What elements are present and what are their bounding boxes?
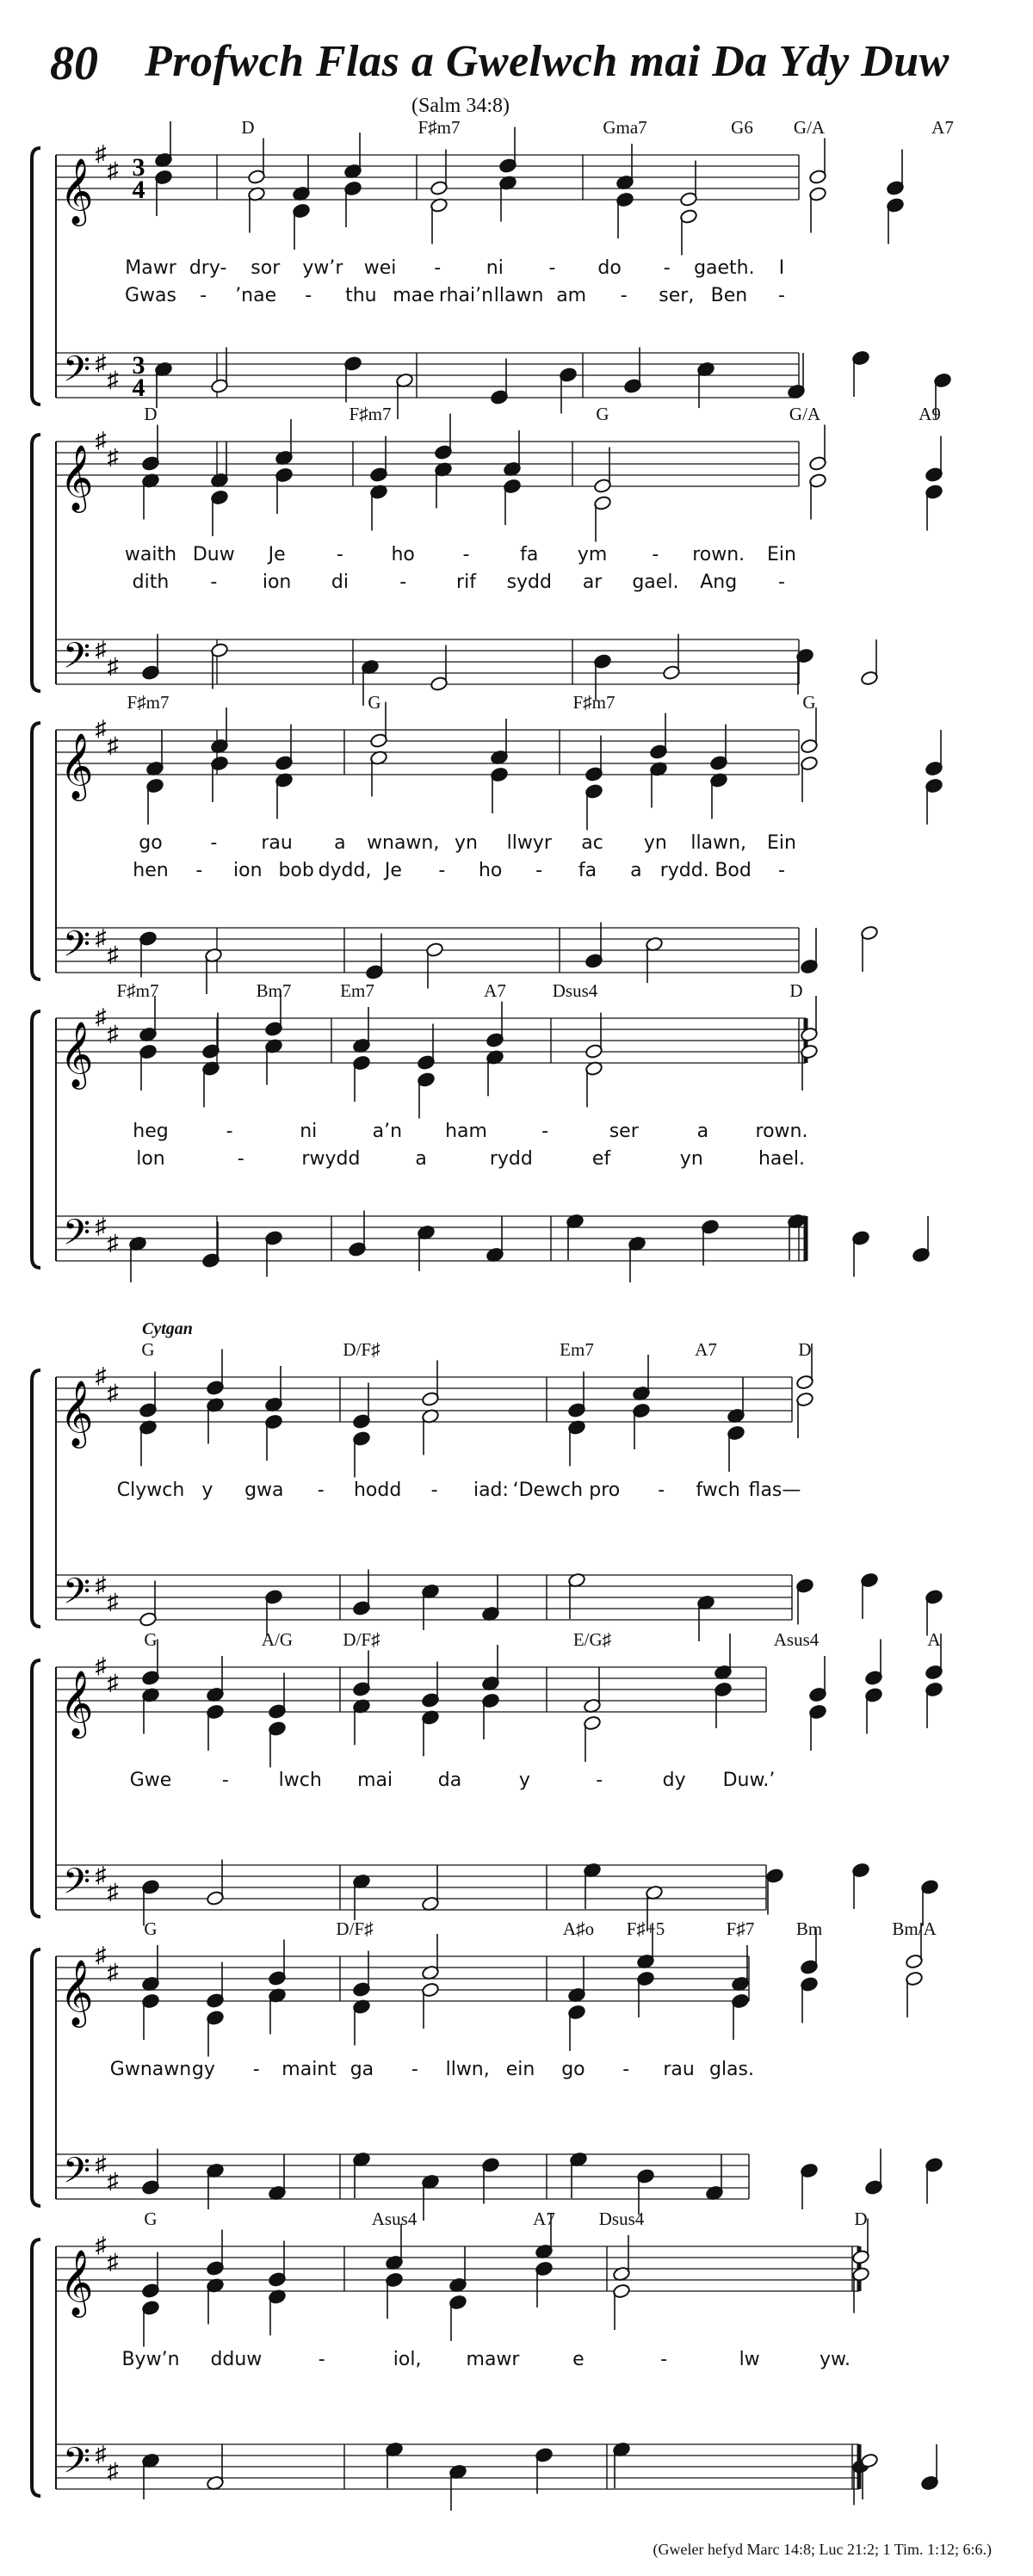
lyric-syllable: - [317,1480,325,1501]
lyric-syllable: fwch [696,1480,740,1501]
lyric-syllable: - [318,2349,325,2370]
lyric-syllable: ni [300,1121,318,1142]
lyric-syllable: - [226,1121,233,1142]
lyric-syllable: ion [233,860,263,881]
lyric-syllable: - [210,571,218,593]
bass-clef-icon: 𝄢 [62,635,91,685]
lyric-syllable: - [438,860,446,881]
bass-clef-icon: 𝄢 [62,1861,91,1911]
lyric-syllable: ham [445,1121,487,1142]
system-brace [32,1370,40,1627]
bass-clef-icon: 𝄢 [62,1571,91,1621]
bass-clef-icon: 𝄢 [62,924,91,973]
chord-symbol: E/G♯ [572,1629,612,1650]
system-brace [32,1011,40,1268]
lyric-syllable: yw’r [302,257,343,279]
lyric-syllable: llwn, [445,2059,490,2080]
lyric-syllable: I [778,257,785,279]
lyric-syllable: thu [345,285,377,306]
lyric-syllable: - [195,860,203,881]
lyric-syllable: - [663,257,671,279]
chorus-label: Cytgan [142,1319,193,1338]
lyric-syllable: Gwe [129,1770,172,1791]
lyric-syllable: - [221,1770,229,1791]
chord-symbol: F♯m7 [349,404,392,424]
system-brace [32,723,40,979]
chord-symbol: G6 [731,117,753,138]
key-sharp-icon: ♯ [107,444,119,470]
lyric-syllable: Duw [192,544,235,565]
lyric-syllable: a [696,1121,709,1142]
key-sharp-icon: ♯ [95,925,107,950]
lyric-syllable: Ein [767,832,796,854]
key-sharp-icon: ♯ [95,1572,107,1597]
key-sharp-icon: ♯ [95,716,107,741]
lyric-syllable: - [430,1480,438,1501]
lyric-syllable: iad: [473,1480,509,1501]
lyric-syllable: lw [739,2349,760,2370]
lyric-syllable: dry- [189,257,227,279]
chord-symbol: F♯m7 [116,980,159,1001]
chord-symbol: Dsus4 [598,2208,645,2229]
lyric-syllable: - [411,2059,418,2080]
key-sharp-icon: ♯ [107,1670,119,1696]
lyric-syllable: flas— [748,1480,801,1501]
lyric-syllable: bob [278,860,314,881]
lyric-syllable: go [139,832,163,854]
key-sharp-icon: ♯ [107,1021,119,1047]
lyric-syllable: Ang [700,571,738,593]
lyric-syllable: y [201,1480,213,1501]
lyric-syllable: ’nae [235,285,277,306]
chord-symbol: Bm/A [892,1918,937,1939]
key-sharp-icon: ♯ [107,1959,119,1985]
treble-clef-icon: 𝄞 [59,1959,94,2025]
lyric-syllable: gaeth. [694,257,755,279]
time-signature-top: 3 [132,153,145,182]
chord-symbol: Dsus4 [552,980,598,1001]
chord-symbol: A7 [533,2208,555,2229]
chord-symbol: A7 [695,1339,717,1360]
key-sharp-icon: ♯ [107,2249,119,2275]
lyric-syllable: Je [384,860,402,881]
lyric-syllable: Ben [710,285,748,306]
lyric-syllable: pro [589,1480,621,1501]
lyric-syllable: Gwnawn [109,2059,192,2080]
chord-symbol: F♯+5 [626,1918,665,1939]
chord-symbol: Em7 [560,1339,594,1360]
lyric-syllable: rau [261,832,293,854]
lyric-syllable: da [437,1770,462,1791]
lyric-syllable: - [658,1480,665,1501]
lyric-syllable: rwydd [301,1148,361,1170]
lyric-syllable: rydd [489,1148,533,1170]
lyric-syllable: llawn [493,285,544,306]
key-sharp-icon: ♯ [95,1943,107,1968]
lyric-syllable: mawr [466,2349,520,2370]
key-sharp-icon: ♯ [107,1230,119,1256]
lyric-syllable: dy [662,1770,686,1791]
bass-clef-icon: 𝄢 [62,2150,91,2200]
lyric-syllable: yn [679,1148,703,1170]
chord-symbol: G [596,404,609,424]
lyric-syllable: - [336,544,343,565]
lyric-syllable: waith [124,544,177,565]
chord-symbol: Bm [795,1918,823,1939]
chord-symbol: D/F♯ [343,1629,380,1650]
lyric-syllable: ein [505,2059,535,2080]
music-system [32,1918,943,2221]
treble-clef-icon: 𝄞 [59,444,94,510]
system-brace [32,2239,40,2496]
lyric-syllable: yw. [820,2349,851,2370]
chord-symbol: G [802,692,816,713]
lyric-syllable: - [434,257,442,279]
lyric-syllable: Bod [714,860,752,881]
system-brace [32,1660,40,1917]
lyric-syllable: - [778,571,785,593]
key-sharp-icon: ♯ [95,1004,107,1029]
lyric-syllable: gael. [632,571,679,593]
music-system [32,1319,943,1641]
lyric-syllable: dith [132,571,170,593]
lyric-syllable: a [630,860,642,881]
chord-symbol: Em7 [340,980,374,1001]
lyric-syllable: ef [591,1148,611,1170]
lyric-syllable: gy [191,2059,215,2080]
lyric-syllable: Mawr [125,257,176,279]
system-brace [32,148,40,405]
hymn-title: Profwch Flas a Gwelwch mai Da Ydy Duw [145,37,949,86]
lyric-syllable: lon [136,1148,165,1170]
lyric-syllable: ‘Dewch [512,1480,584,1501]
lyric-syllable: ser, [659,285,695,306]
chord-symbol: D [144,404,158,424]
chord-symbol: Bm7 [256,980,292,1001]
lyric-syllable: llawn, [690,832,747,854]
chord-symbol: G [141,1339,155,1360]
lyric-syllable: ac [581,832,603,854]
lyric-syllable: fa [578,860,597,881]
hymn-number: 80 [50,37,98,90]
lyric-syllable: mai [357,1770,393,1791]
bass-clef-icon: 𝄢 [62,1212,91,1262]
chord-symbol: D [798,1339,812,1360]
key-sharp-icon: ♯ [107,2168,119,2194]
lyric-syllable: a’n [372,1121,403,1142]
lyric-syllable: ar [582,571,603,593]
lyric-syllable: ym [577,544,608,565]
chord-symbol: F♯7 [726,1918,755,1939]
chord-symbol: A7 [484,980,506,1001]
lyric-syllable: lwch [278,1770,322,1791]
lyric-syllable: sor [251,257,281,279]
lyric-syllable: - [535,860,543,881]
lyric-syllable: fa [520,544,539,565]
key-sharp-icon: ♯ [107,1380,119,1405]
chord-symbol: F♯m7 [572,692,615,713]
system-brace [32,1949,40,2206]
chord-symbol: D/F♯ [343,1339,380,1360]
music-system [32,404,943,706]
key-sharp-icon: ♯ [107,732,119,758]
lyric-syllable: sydd [506,571,553,593]
key-sharp-icon: ♯ [95,350,107,375]
lyric-syllable: iol, [393,2349,422,2370]
key-sharp-icon: ♯ [107,367,119,392]
lyric-syllable: - [778,860,785,881]
chord-symbol: A7 [931,117,954,138]
lyric-syllable: - [210,832,218,854]
lyric-syllable: di [331,571,349,593]
lyric-syllable: Byw’n [121,2349,180,2370]
chord-symbol: A9 [919,404,941,424]
lyric-syllable: wnawn, [367,832,440,854]
lyric-syllable: Duw.’ [722,1770,776,1791]
key-sharp-icon: ♯ [95,1363,107,1388]
lyric-syllable: heg [133,1121,169,1142]
key-sharp-icon: ♯ [95,1653,107,1678]
treble-clef-icon: 𝄞 [59,1670,94,1736]
lyric-syllable: Je [268,544,286,565]
lyric-syllable: Gwas [125,285,176,306]
key-sharp-icon: ♯ [95,2233,107,2258]
lyric-syllable: e [572,2349,585,2370]
lyric-syllable: - [778,285,785,306]
chord-symbol: G [144,1918,158,1939]
chord-symbol: F♯m7 [127,692,170,713]
lyric-syllable: do [597,257,622,279]
chord-symbol: D [854,2208,868,2229]
lyric-syllable: hen [133,860,169,881]
lyric-syllable: gwa [244,1480,284,1501]
lyric-syllable: - [620,285,628,306]
lyric-syllable: dduw [210,2349,263,2370]
lyric-syllable: hodd [353,1480,402,1501]
chord-symbol: F♯m7 [418,117,461,138]
lyric-syllable: rydd. [659,860,709,881]
lyric-syllable: a [415,1148,427,1170]
key-sharp-icon: ♯ [95,637,107,662]
bass-clef-icon: 𝄢 [62,349,91,398]
music-system [32,980,931,1282]
key-sharp-icon: ♯ [95,428,107,453]
key-sharp-icon: ♯ [95,1863,107,1887]
lyric-syllable: wei [363,257,397,279]
time-signature-bottom: 4 [132,176,145,204]
lyric-syllable: a [334,832,346,854]
treble-clef-icon: 𝄞 [59,1380,94,1446]
lyric-syllable: - [305,285,312,306]
lyric-syllable: - [541,1121,549,1142]
chord-symbol: G [368,692,381,713]
lyric-syllable: - [652,544,659,565]
lyric-syllable: - [462,544,470,565]
lyric-syllable: - [622,2059,630,2080]
lyric-syllable: - [200,285,207,306]
treble-clef-icon: 𝄞 [59,2249,94,2315]
lyric-syllable: - [548,257,556,279]
lyric-syllable: rown. [692,544,745,565]
chord-symbol: G/A [789,404,821,424]
chord-symbol: D [241,117,255,138]
lyric-syllable: - [252,2059,260,2080]
lyric-syllable: go [561,2059,585,2080]
lyric-syllable: am [556,285,587,306]
key-sharp-icon: ♯ [107,1589,119,1615]
chord-symbol: Gma7 [603,117,647,138]
time-signature-bottom: 4 [132,374,145,402]
key-sharp-icon: ♯ [107,942,119,967]
bass-clef-icon: 𝄢 [62,2440,91,2490]
lyric-syllable: dydd, [318,860,372,881]
lyric-syllable: hael. [758,1148,806,1170]
lyric-syllable: - [399,571,407,593]
lyric-syllable: y [518,1770,530,1791]
key-sharp-icon: ♯ [107,158,119,183]
lyric-syllable: Clywch [116,1480,185,1501]
lyric-syllable: mae [393,285,435,306]
chord-symbol: A♯o [562,1918,595,1939]
chord-symbol: G [144,1629,158,1650]
chord-symbol: A/G [261,1629,294,1650]
lyric-syllable: ser [609,1121,639,1142]
chord-symbol: Asus4 [773,1629,820,1650]
footer-references: (Gweler hefyd Marc 14:8; Luc 21:2; 1 Tim. 1:12; 6:6.) [653,2541,992,2558]
music-system [32,692,943,994]
key-sharp-icon: ♯ [107,2458,119,2484]
chord-symbol: D [789,980,803,1001]
lyric-syllable: - [237,1148,244,1170]
lyric-syllable: - [596,1770,603,1791]
lyric-syllable: llwyr [506,832,552,854]
key-sharp-icon: ♯ [95,141,107,166]
key-sharp-icon: ♯ [107,1879,119,1905]
music-system [32,117,954,419]
chord-symbol: A [927,1629,941,1650]
lyric-syllable: glas. [708,2059,755,2080]
lyric-syllable: ion [262,571,292,593]
scripture-reference: (Salm 34:8) [411,95,510,117]
lyric-syllable: ga [349,2059,374,2080]
lyric-syllable: Ein [767,544,796,565]
key-sharp-icon: ♯ [95,2442,107,2467]
lyric-syllable: ho [391,544,415,565]
lyric-syllable: rif [456,571,476,593]
lyric-syllable: maint [281,2059,337,2080]
lyric-syllable: yn [643,832,667,854]
lyric-syllable: ho [478,860,503,881]
time-signature-top: 3 [132,351,145,380]
chord-symbol: G [144,2208,158,2229]
lyric-syllable: yn [455,832,478,854]
key-sharp-icon: ♯ [107,653,119,679]
lyric-syllable: rown. [755,1121,808,1142]
system-brace [32,435,40,691]
chord-symbol: D/F♯ [336,1918,374,1939]
treble-clef-icon: 𝄞 [59,1021,94,1087]
lyric-syllable: rau [663,2059,695,2080]
key-sharp-icon: ♯ [95,2152,107,2177]
lyric-syllable: - [660,2349,668,2370]
lyric-syllable: rhai’n [438,285,494,306]
key-sharp-icon: ♯ [95,1214,107,1239]
treble-clef-icon: 𝄞 [59,732,94,799]
treble-clef-icon: 𝄞 [59,158,94,224]
music-system [32,1629,943,1931]
music-system [32,2208,939,2511]
chord-symbol: Asus4 [371,2208,418,2229]
lyric-syllable: ni [486,257,504,279]
chord-symbol: G/A [793,117,826,138]
